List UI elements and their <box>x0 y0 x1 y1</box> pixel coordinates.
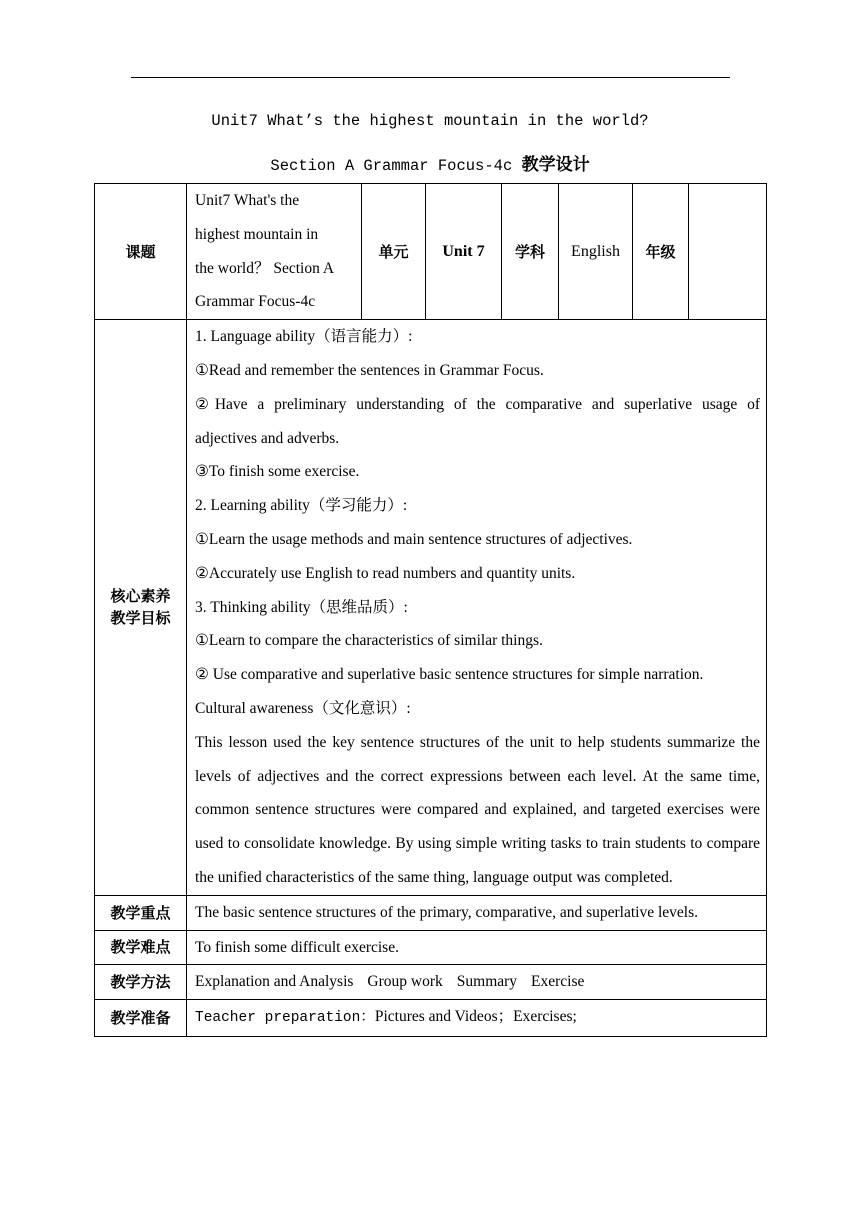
objective-line: ②Accurately use English to read numbers and quantity units. <box>195 564 576 582</box>
difficulties-text: To finish some difficult exercise. <box>187 930 767 965</box>
grade-value <box>689 184 767 320</box>
unit-value: Unit 7 <box>426 184 502 320</box>
key-points-row <box>95 895 767 930</box>
unit-label: 单元 <box>362 184 426 320</box>
topic-line: Unit7 What's the <box>195 192 300 209</box>
preparation-items: Pictures and Videos；Exercises; <box>374 1008 577 1026</box>
header-rule <box>131 77 730 78</box>
objectives-label <box>95 320 187 896</box>
method-item: Exercise <box>531 973 585 991</box>
document-subtitle <box>0 150 860 175</box>
objective-line: ①Learn the usage methods and main sentence structures of adjectives. <box>195 530 633 548</box>
objective-line: 1. Language ability（语言能力）: <box>195 328 413 346</box>
grade-label: 年级 <box>633 184 689 320</box>
methods-row <box>95 965 767 1000</box>
objective-line: ② Use comparative and superlative basic sentence structures for simple narration. <box>195 666 704 684</box>
topic-label: 课题 <box>95 184 187 320</box>
preparation-label: 教学准备 <box>95 1000 187 1037</box>
document-title: Unit7 What’s the highest mountain in the world? <box>211 112 649 130</box>
subtitle-cn: 教学设计 <box>521 155 590 175</box>
preparation-text <box>187 1000 767 1037</box>
objectives-row <box>95 320 767 896</box>
topic-line: the world？ Section A <box>195 259 335 277</box>
methods-text <box>187 965 767 1000</box>
objective-line: ①Learn to compare the characteristics of similar things. <box>195 632 543 650</box>
topic-value <box>187 184 362 320</box>
method-item: Explanation and Analysis <box>195 973 354 991</box>
methods-label: 教学方法 <box>95 965 187 1000</box>
objective-line: 2. Learning ability（学习能力）: <box>195 497 408 515</box>
objectives-label-line2: 教学目标 <box>110 609 171 628</box>
difficulties-label: 教学难点 <box>95 930 187 965</box>
objective-paragraph: This lesson used the key sentence structures of the unit to help students summarize the levels of adjectives and the correct expressions between each level. At the same time, common sentence structures were compared and explained, and targeted exercises were used to consolidate knowledge. By using simple writing tasks to train students to compare the unified characteristics of the same thing, language output was completed. <box>195 733 760 886</box>
subtitle-en: Section A Grammar Focus-4c <box>270 157 522 175</box>
key-points-label: 教学重点 <box>95 895 187 930</box>
topic-line: highest mountain in <box>195 225 319 243</box>
subject-label: 学科 <box>502 184 559 320</box>
preparation-prefix: Teacher preparation： <box>195 1010 375 1027</box>
preparation-row <box>95 1000 767 1037</box>
method-item: Group work <box>367 973 443 991</box>
key-points-text: The basic sentence structures of the primary, comparative, and superlative levels. <box>187 895 767 930</box>
objective-line: ③To finish some exercise. <box>195 463 360 481</box>
objective-line: ①Read and remember the sentences in Grammar Focus. <box>195 361 544 379</box>
lesson-plan-table <box>94 183 767 1037</box>
subject-value: English <box>559 184 633 320</box>
difficulties-row <box>95 930 767 965</box>
info-row <box>95 184 767 320</box>
objective-line: Cultural awareness（文化意识）: <box>195 699 411 717</box>
objective-line: 3. Thinking ability（思维品质）: <box>195 598 408 616</box>
objectives-content <box>187 320 767 896</box>
objectives-label-line1: 核心素养 <box>110 587 171 606</box>
topic-line: Grammar Focus-4c <box>195 293 316 311</box>
objective-line: ②Have a preliminary understanding of the comparative and superlative usage of adjectives and adverbs. <box>195 395 760 447</box>
method-item: Summary <box>456 973 518 991</box>
